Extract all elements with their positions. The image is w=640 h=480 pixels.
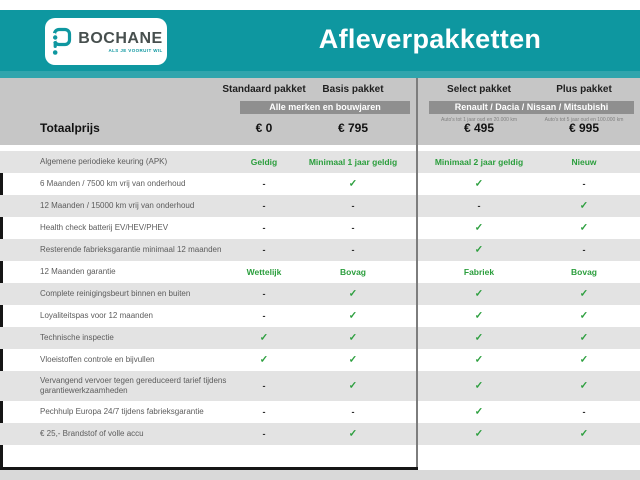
table-row — [0, 173, 640, 195]
table-row — [0, 151, 640, 173]
column-divider-line — [416, 78, 418, 470]
column-header-plus: Plus pakket — [556, 84, 612, 95]
table-row — [0, 371, 640, 401]
dash-mark: - — [262, 289, 266, 299]
check-icon: ✓ — [474, 222, 484, 234]
dash-mark: - — [262, 407, 266, 417]
cell-value-text: Wettelijk — [246, 267, 282, 277]
check-icon: ✓ — [348, 354, 358, 366]
brand-name: BOCHANE — [78, 29, 163, 47]
cell-value-text: Bovag — [571, 267, 597, 277]
footer-band — [0, 470, 640, 480]
table-row — [0, 217, 640, 239]
dash-mark: - — [477, 201, 481, 211]
check-icon: ✓ — [579, 332, 589, 344]
brand-text — [78, 31, 162, 53]
row-label: Vloeistoffen controle en bijvullen — [40, 355, 155, 364]
price-standaard: € 0 — [255, 121, 273, 135]
check-icon: ✓ — [474, 354, 484, 366]
check-icon: ✓ — [474, 310, 484, 322]
check-icon: ✓ — [348, 380, 358, 392]
check-icon: ✓ — [259, 354, 269, 366]
check-icon: ✓ — [348, 178, 358, 190]
check-icon: ✓ — [259, 332, 269, 344]
caption-select: Auto's tot 1 jaar oud en 20.000 km — [440, 117, 518, 123]
check-icon: ✓ — [579, 310, 589, 322]
check-icon: ✓ — [348, 332, 358, 344]
table-row — [0, 349, 640, 371]
cell-value-text: Fabriek — [463, 267, 495, 277]
row-label: 12 Maanden garantie — [40, 267, 116, 276]
dash-mark: - — [582, 245, 586, 255]
dash-mark: - — [262, 223, 266, 233]
price-basis: € 795 — [337, 121, 369, 135]
page-title: Afleverpakketten — [318, 24, 542, 54]
dash-mark: - — [262, 179, 266, 189]
table-row — [0, 401, 640, 423]
caption-plus: Auto's tot 5 jaar oud en 100.000 km — [544, 117, 624, 123]
table-row — [0, 261, 640, 283]
row-label: € 25,- Brandstof of volle accu — [40, 429, 144, 438]
table-row — [0, 305, 640, 327]
check-icon: ✓ — [579, 354, 589, 366]
price-select: € 495 — [463, 121, 495, 135]
table-row — [0, 423, 640, 445]
table-row — [0, 327, 640, 349]
banner-renault-group: Renault / Dacia / Nissan / Mitsubishi — [429, 101, 634, 114]
dash-mark: - — [262, 201, 266, 211]
dash-mark: - — [262, 381, 266, 391]
column-header-standaard: Standaard pakket — [222, 84, 306, 95]
row-label: Resterende fabrieksgarantie minimaal 12 maanden — [40, 245, 222, 254]
check-icon: ✓ — [579, 428, 589, 440]
check-icon: ✓ — [579, 222, 589, 234]
bochane-logo-icon — [49, 27, 73, 57]
row-label: Health check batterij EV/HEV/PHEV — [40, 223, 169, 232]
check-icon: ✓ — [474, 332, 484, 344]
check-icon: ✓ — [348, 428, 358, 440]
check-icon: ✓ — [579, 380, 589, 392]
check-icon: ✓ — [474, 380, 484, 392]
check-icon: ✓ — [474, 288, 484, 300]
check-icon: ✓ — [474, 244, 484, 256]
dash-mark: - — [262, 429, 266, 439]
cell-value-text: Minimaal 2 jaar geldig — [434, 157, 524, 167]
column-header-select: Select pakket — [447, 84, 511, 95]
check-icon: ✓ — [474, 178, 484, 190]
table-bottom-border — [0, 445, 418, 470]
price-plus: € 995 — [568, 121, 600, 135]
row-label: Algemene periodieke keuring (APK) — [40, 157, 168, 166]
table-header — [0, 78, 640, 145]
cell-value-text: Bovag — [340, 267, 366, 277]
check-icon: ✓ — [474, 428, 484, 440]
check-icon: ✓ — [348, 310, 358, 322]
dash-mark: - — [351, 245, 355, 255]
total-price-label: Totaalprijs — [40, 121, 100, 135]
dash-mark: - — [351, 201, 355, 211]
row-label: Complete reinigingsbeurt binnen en buiten — [40, 289, 191, 298]
dash-mark: - — [582, 407, 586, 417]
row-label: 6 Maanden / 7500 km vrij van onderhoud — [40, 179, 186, 188]
table-row — [0, 195, 640, 217]
dash-mark: - — [351, 223, 355, 233]
row-label: 12 Maanden / 15000 km vrij van onderhoud — [40, 201, 195, 210]
check-icon: ✓ — [348, 288, 358, 300]
check-icon: ✓ — [579, 288, 589, 300]
brand-tagline: ALS JE VOORUIT WIL — [108, 47, 163, 53]
dash-mark: - — [582, 179, 586, 189]
row-label: Technische inspectie — [40, 333, 114, 342]
row-label: Loyaliteitspas voor 12 maanden — [40, 311, 153, 320]
banner-all-brands: Alle merken en bouwjaren — [240, 101, 410, 114]
row-label: Vervangend vervoer tegen gereduceerd tarief tijdens garantiewerkzaamheden — [40, 376, 227, 395]
dash-mark: - — [262, 311, 266, 321]
cell-value-text: Minimaal 1 jaar geldig — [308, 157, 398, 167]
column-header-basis: Basis pakket — [322, 84, 384, 95]
check-icon: ✓ — [474, 406, 484, 418]
table-row — [0, 239, 640, 261]
table-row — [0, 283, 640, 305]
cell-value-text: Geldig — [250, 157, 278, 167]
table-body — [0, 151, 640, 445]
header-bar — [0, 10, 640, 78]
check-icon: ✓ — [579, 200, 589, 212]
dash-mark: - — [351, 407, 355, 417]
row-label: Pechhulp Europa 24/7 tijdens fabrieksgarantie — [40, 407, 204, 416]
brand-logo — [45, 18, 167, 65]
cell-value-text: Nieuw — [571, 157, 597, 167]
dash-mark: - — [262, 245, 266, 255]
